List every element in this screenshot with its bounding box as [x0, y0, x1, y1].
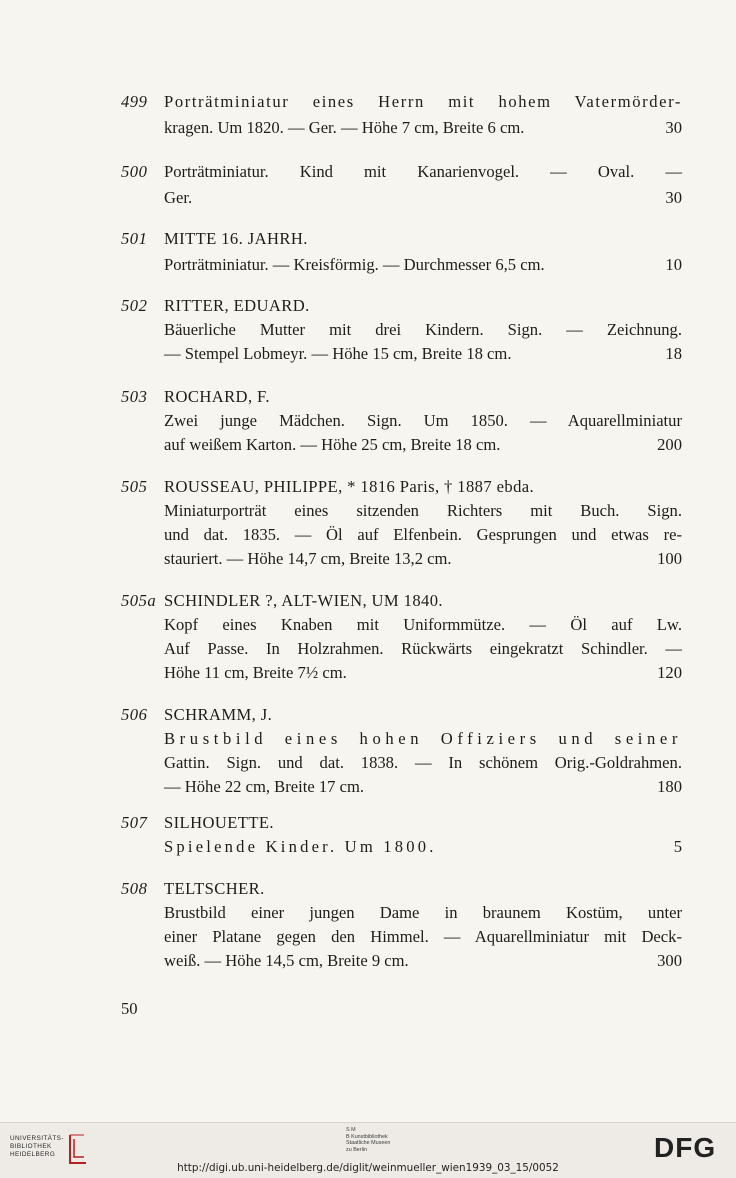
- artist-heading: SCHINDLER ?, ALT-WIEN, UM 1840.: [164, 591, 443, 610]
- lot-price: 5: [673, 837, 682, 856]
- lot-price: 120: [657, 663, 682, 682]
- lot-number: 507: [121, 813, 148, 832]
- lot-price: 300: [657, 951, 682, 970]
- dfg-logo: DFG: [654, 1132, 717, 1163]
- lot-description-line: Porträtminiatur. — Kreisförmig. — Durchmesser 6,5 cm.: [164, 255, 545, 274]
- lot-description-line: Porträtminiatur. Kind mit Kanarienvogel. — Oval. —: [164, 162, 682, 181]
- lot-description-line: auf weißem Karton. — Höhe 25 cm, Breite 18 cm.: [164, 435, 501, 454]
- lot-description-line: und dat. 1835. — Öl auf Elfenbein. Gesprungen und etwas re-: [164, 525, 682, 544]
- lot-number: 506: [121, 705, 148, 724]
- university-label-line: UNIVERSITÄTS-: [10, 1135, 64, 1142]
- lot-description-line: stauriert. — Höhe 14,7 cm, Breite 13,2 cm.: [164, 549, 452, 568]
- university-label-line: BIBLIOTHEK: [10, 1143, 52, 1150]
- lot-description-line: Miniaturporträt eines sitzenden Richters mit Buch. Sign.: [164, 501, 682, 520]
- university-logo-icon: [66, 1133, 90, 1165]
- artist-heading: TELTSCHER.: [164, 879, 265, 898]
- lot-number: 501: [121, 229, 148, 248]
- lot-description-line: kragen. Um 1820. — Ger. — Höhe 7 cm, Breite 6 cm.: [164, 118, 525, 137]
- lot-number: 500: [121, 162, 148, 181]
- artist-heading: ROCHARD, F.: [164, 387, 270, 406]
- lot-price: 30: [665, 118, 682, 137]
- source-url-link[interactable]: http://digi.ub.uni-heidelberg.de/diglit/weinmueller_wien1939_03_15/0052: [177, 1162, 559, 1174]
- lot-description-line: Brustbild einer jungen Dame in braunem Kostüm, unter: [164, 903, 682, 922]
- lot-description-line: Bäuerliche Mutter mit drei Kindern. Sign. — Zeichnung.: [164, 320, 682, 339]
- library-stamp: [318, 1127, 456, 1153]
- lot-number: 508: [121, 879, 148, 898]
- lot-price: 180: [657, 777, 682, 796]
- page-number: 50: [121, 999, 138, 1018]
- lot-description-line: weiß. — Höhe 14,5 cm, Breite 9 cm.: [164, 951, 409, 970]
- artist-heading: ROUSSEAU, PHILIPPE, * 1816 Paris, † 1887 ebda.: [164, 477, 535, 496]
- artist-heading: MITTE 16. JAHRH.: [164, 229, 308, 248]
- lot-price: 10: [665, 255, 682, 274]
- artist-heading: RITTER, EDUARD.: [164, 296, 310, 315]
- lot-price: 100: [657, 549, 682, 568]
- lot-description-line: Gattin. Sign. und dat. 1838. — In schönem Orig.-Goldrahmen.: [164, 753, 682, 772]
- artist-heading: SILHOUETTE.: [164, 813, 274, 832]
- lot-description-line: einer Platane gegen den Himmel. — Aquarellminiatur mit Deck-: [164, 927, 682, 946]
- lot-number: 502: [121, 296, 148, 315]
- library-line: S M: [346, 1127, 356, 1133]
- artist-heading: SCHRAMM, J.: [164, 705, 273, 724]
- university-label-line: HEIDELBERG: [10, 1151, 56, 1158]
- lot-description-line: Porträtminiatur eines Herrn mit hohem Vatermörder-: [164, 92, 682, 111]
- lot-description-line: Ger.: [164, 188, 193, 207]
- library-line: B Kunstbibliothek: [346, 1133, 388, 1140]
- lot-price: 200: [657, 435, 682, 454]
- lot-number: 503: [121, 387, 148, 406]
- lot-description-line: Zwei junge Mädchen. Sign. Um 1850. — Aquarellminiatur: [164, 411, 682, 430]
- lot-number: 505a: [121, 591, 157, 610]
- university-library-label: [10, 1135, 72, 1159]
- lot-number: 499: [121, 92, 148, 111]
- lot-description-line: Auf Passe. In Holzrahmen. Rückwärts eingekratzt Schindler. —: [164, 639, 682, 658]
- lot-description-line: — Stempel Lobmeyr. — Höhe 15 cm, Breite 18 cm.: [164, 344, 512, 363]
- lot-price: 30: [665, 188, 682, 207]
- lot-price: 18: [665, 344, 682, 363]
- lot-description-line: Brustbild eines hohen Offiziers und seiner: [164, 729, 682, 748]
- lot-number: 505: [121, 477, 148, 496]
- lot-description-line: Kopf eines Knaben mit Uniformmütze. — Öl auf Lw.: [164, 615, 682, 634]
- lot-description-line: — Höhe 22 cm, Breite 17 cm.: [164, 777, 365, 796]
- lot-description-line: Höhe 11 cm, Breite 7½ cm.: [164, 663, 347, 682]
- library-line: Staatliche Museen: [346, 1140, 391, 1147]
- library-line: zu Berlin: [346, 1146, 367, 1153]
- lot-description-line: Spielende Kinder. Um 1800.: [164, 837, 437, 856]
